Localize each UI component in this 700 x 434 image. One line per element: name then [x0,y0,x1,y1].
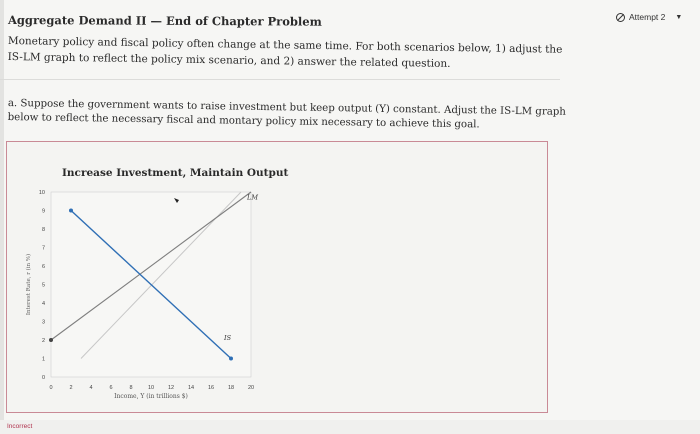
lm-label: LM [247,193,258,202]
y-tick-label: 9 [41,208,45,215]
problem-title: Aggregate Demand II — End of Chapter Problem [7,13,322,29]
x-tick-label: 10 [147,385,155,391]
question-text: a. Suppose the government wants to raise investment but keep output (Y) constant. Adjust the IS-LM graph below to reflect the necessary fiscal and montary policy mix necessary to achieve this goal. [7,97,566,130]
divider [0,79,560,80]
is-end-point [229,357,233,361]
y-tick-label: 1 [41,356,45,363]
y-tick-label: 7 [41,245,45,252]
x-axis-label: Income, Y (in trillions $) [114,393,188,400]
attempt-status-icon [616,13,625,22]
is-start-point [69,209,73,213]
x-tick-label: 14 [187,385,195,391]
is-lm-graph[interactable] [7,142,547,412]
x-tick-label: 20 [247,385,255,391]
y-tick-label: 0 [41,375,45,381]
x-tick-label: 4 [89,385,93,391]
y-tick-label: 4 [41,301,45,307]
chevron-down-icon: ▼ [675,13,683,21]
left-edge-bar [0,0,4,434]
x-tick-label: 8 [129,385,133,391]
x-tick-label: 16 [207,385,215,391]
status-badge: Incorrect [7,423,33,430]
y-tick-label: 6 [41,264,45,270]
attempt-label: Attempt 2 [629,12,666,22]
x-tick-label: 18 [227,385,235,391]
y-axis-label: Interest Rate, r (in %) [26,253,32,316]
x-tick-label: 0 [49,385,53,391]
y-tick-label: 5 [41,282,45,289]
x-tick-label: 12 [167,385,175,391]
intro-text: Monetary policy and fiscal policy often change at the same time. For both scenarios below, 1) adjust the IS-LM graph to reflect the policy mix scenario, and 2) answer the related question. [7,34,563,70]
status-bar [0,420,700,434]
y-tick-label: 8 [41,227,45,233]
y-tick-label: 3 [41,319,45,326]
graph-panel[interactable] [6,141,548,413]
graph-title: Increase Investment, Maintain Output [62,167,289,179]
y-tick-label: 2 [41,338,45,344]
is-label: IS [224,334,232,342]
x-tick-label: 2 [69,385,73,391]
lm-start-point [49,338,53,342]
attempt-dropdown[interactable] [616,9,692,25]
y-tick-label: 10 [38,190,45,196]
x-tick-label: 6 [109,385,113,391]
